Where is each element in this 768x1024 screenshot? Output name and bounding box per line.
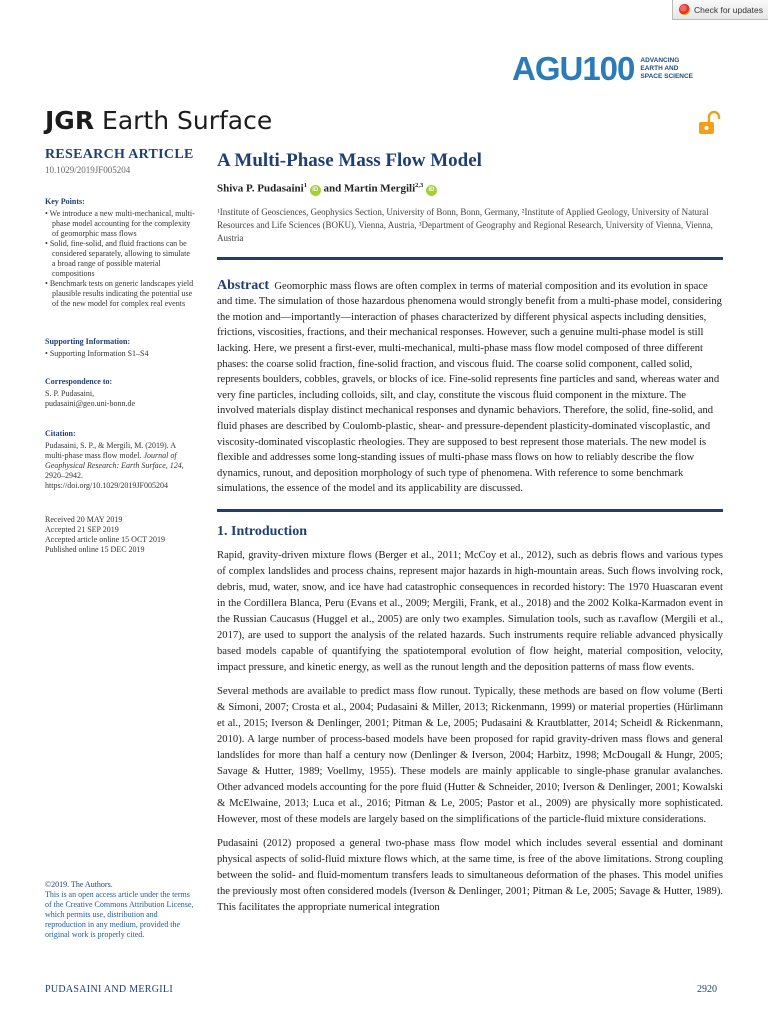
- date-accepted-online: Accepted article online 15 OCT 2019: [45, 535, 166, 544]
- key-point: • Solid, fine-solid, and fluid fractions can be considered separately, allowing to simulate a broad range of possible material compositions: [45, 239, 195, 279]
- date-received: Received 20 MAY 2019: [45, 515, 123, 524]
- agu-tagline: [640, 57, 700, 81]
- supporting-info-heading: Supporting Information:: [45, 337, 131, 346]
- check-for-updates-label: Check for updates: [694, 4, 763, 15]
- orcid-icon[interactable]: iD: [310, 185, 321, 196]
- agu-logo: [512, 50, 700, 88]
- body-paragraph: Rapid, gravity-driven mixture flows (Berger et al., 2011; McCoy et al., 2012), such as debris flows and various types of complex landslides and process chains, represent major hazards in high-mountain areas. Such flows involving rock, debris, mud, water, snow, and ice have had catastrophic consequences in recorded history: The 1970 Huascaran event in the Cordillera Blanca, Peru (Evans et al., 2009; Mergili, Frank, et al., 2018) and the 2002 Kolka-Karmadon event in the Russian Caucasus (Huggel et al., 2005) are only two examples. Simulation tools, such as r.avaflow (Mergili et al., 2017), are used to support the analysis of the related hazards. Such instruments require reliable advanced physically based models capable of quantifying the spatiotemporal evolution of flow height, material composition, velocity, impact pressure, and kinetic energy, as well as the runout length and the deposition patterns of mass flow events.: [217, 549, 723, 673]
- date-published: Published online 15 DEC 2019: [45, 545, 145, 554]
- article-type: RESEARCH ARTICLE: [45, 147, 194, 162]
- journal-title-bold: JGR: [45, 106, 95, 135]
- body-paragraph: Several methods are available to predict mass flow runout. Typically, these methods are based on flow volume (Berti & Simoni, 2007; Crosta et al., 2004; Pudasaini & Miller, 2013; Rickenmann, 1999) or material properties (Hürlimann et al., 2015; Iverson & Denlinger, 2001; Pitman & Le, 2005; Pudasaini & Krautblatter, 2014; Scheidl & Rickenmann, 2010). A large number of process-based models have been proposed for rapid gravity-driven mass flows and general landslides for more than half a century now (Denlinger & Iverson, 2004; Harbitz, 1998; McDougall & Hungr, 2005; Savage & Hutter, 1989; Voellmy, 1955). These models are mainly applicable to single-phase granular avalanches. Other advanced models accounting for the pore fluid (Hutter & Schneider, 2010; Iverson & Denlinger, 2001; Kowalski & McElwaine, 2013; Luca et al., 2016; Pitman & Le, 2005; Pastor et al., 2009) are physically more sophisticated. However, most of these models are largely based on the simplifications of the particle-fluid mixture considerations.: [217, 685, 723, 825]
- section-heading: 1. Introduction: [217, 523, 307, 539]
- copyright: ©2019. The Authors.: [45, 880, 113, 889]
- sidebar: [45, 147, 195, 555]
- abstract-rule: [217, 257, 723, 260]
- running-head: PUDASAINI AND MERGILI: [45, 984, 173, 995]
- supporting-info-list: [45, 349, 195, 359]
- doi[interactable]: 10.1029/2019JF005204: [45, 165, 131, 175]
- affiliation-sup: 2,3: [415, 182, 424, 189]
- agu-tagline-line: EARTH AND: [640, 65, 679, 72]
- date-accepted: Accepted 21 SEP 2019: [45, 525, 119, 534]
- main-column: [217, 150, 723, 916]
- journal-title: [45, 106, 272, 135]
- correspondence-name: S. P. Pudasaini,: [45, 389, 95, 398]
- affiliations: ¹Institute of Geosciences, Geophysics Section, University of Bonn, Bonn, Germany, ²Institute of Applied Geology, University of Natural Resources and Life Sciences (BOKU), Vienna, Austria, ³Department of Geography and Regional Research, University of Vienna, Vienna, Austria: [217, 206, 713, 243]
- citation-tail[interactable]: 2920–2942. https://doi.org/10.1029/2019JF005204: [45, 471, 168, 490]
- key-point: • Benchmark tests on generic landscapes yield plausible results indicating the potential use of the new model for complex real events: [45, 279, 195, 309]
- journal-title-rest: Earth Surface: [94, 106, 273, 135]
- citation-heading: Citation:: [45, 429, 76, 438]
- abstract-heading: Abstract: [217, 277, 270, 293]
- crossmark-icon: [679, 4, 690, 15]
- author-join[interactable]: and Martin Mergili: [320, 182, 416, 195]
- supporting-info-link[interactable]: • Supporting Information S1–S4: [45, 349, 195, 359]
- license-block: [45, 880, 195, 940]
- correspondence-email[interactable]: pudasaini@geo.uni-bonn.de: [45, 399, 136, 408]
- check-for-updates-button[interactable]: [672, 0, 768, 20]
- body-paragraph: Pudasaini (2012) proposed a general two-phase mass flow model which includes several essential and dominant physical aspects of solid-fluid mixture flows which, at the same time, is free of the above limitations. Strong coupling between the solid- and fluid-momentum transfers leads to simultaneous deformation of the phases. This model unifies the previously most often considered models (Iverson & Denlinger, 2001; Pitman & Le, 2005; Savage & Hutter, 1989). This facilitates the appropriate numerical integration: [217, 837, 723, 913]
- agu-logo-mark: AGU100: [512, 50, 635, 87]
- page-number: 2920: [697, 984, 717, 995]
- abstract: [217, 270, 723, 497]
- correspondence-heading: Correspondence to:: [45, 377, 113, 386]
- abstract-text: Geomorphic mass flows are often complex in terms of material composition and its evolution in space and time. The simulation of those hazardous phenomena would strongly benefit from a multi-phase model, considering the motion and—importantly—interaction of phases characterized by different physical aspects including densities, frictions, viscosities, fractions, and their mechanical responses. However, such a genuine multi-phase model is still lacking. Here, we present a first-ever, multi-mechanical, multi-phase mass flow model composed of three different phases: the coarse solid fraction, fine-solid fraction, and viscous fluid. The coarse solid component, called solid, represents boulders, cobbles, gravels, or blocks of ice. Fine-solid represents fine particles and sand, whereas water and very fine particles, including colloids, silt, and clay, constitute the viscous fluid component in the mixture. The involved materials display distinct mechanical responses and dynamic behaviors. Therefore, the solid, fine-solid, and fluid phases are described by Coulomb-plastic, shear- and pressure-dependent plasticity-dominated viscoplastic, and viscosity-dominated viscoplastic rheologies. They are supposed to best represent those materials. The new model is flexible and addresses some long-standing issues of multi-phase mass flows on how to reliably describe the flow dynamics, runout, and deposition morphology of such type of phenomena. With reference to some benchmark simulations, the essence of the model and its applicability are discussed.: [217, 280, 722, 495]
- citation-plain: Pudasaini, S. P., & Mergili, M. (2019). A multi-phase mass flow model.: [45, 441, 176, 460]
- article-title: A Multi-Phase Mass Flow Model: [217, 150, 482, 171]
- citation-text: [45, 441, 195, 491]
- affiliation-sup: 1: [303, 182, 307, 189]
- key-point: • We introduce a new multi-mechanical, multi-phase model accounting for the complexity of geomorphic mass flows: [45, 209, 195, 239]
- author-list: [217, 182, 723, 196]
- agu-tagline-line: ADVANCING: [640, 57, 680, 64]
- author-name[interactable]: Shiva P. Pudasaini: [217, 182, 304, 195]
- article-dates: [45, 515, 195, 555]
- citation-journal: Journal of Geophysical Research: Earth Surface, 124,: [45, 451, 184, 470]
- key-points-list: [45, 209, 195, 309]
- agu-tagline-line: SPACE SCIENCE: [640, 73, 694, 80]
- open-access-icon: [696, 110, 722, 136]
- license-text[interactable]: This is an open access article under the terms of the Creative Commons Attribution License, which permits use, distribution and reproduction in any medium, provided the original work is properly cited.: [45, 890, 194, 939]
- key-points-heading: Key Points:: [45, 197, 85, 206]
- intro-rule: [217, 509, 723, 512]
- orcid-icon[interactable]: iD: [426, 185, 437, 196]
